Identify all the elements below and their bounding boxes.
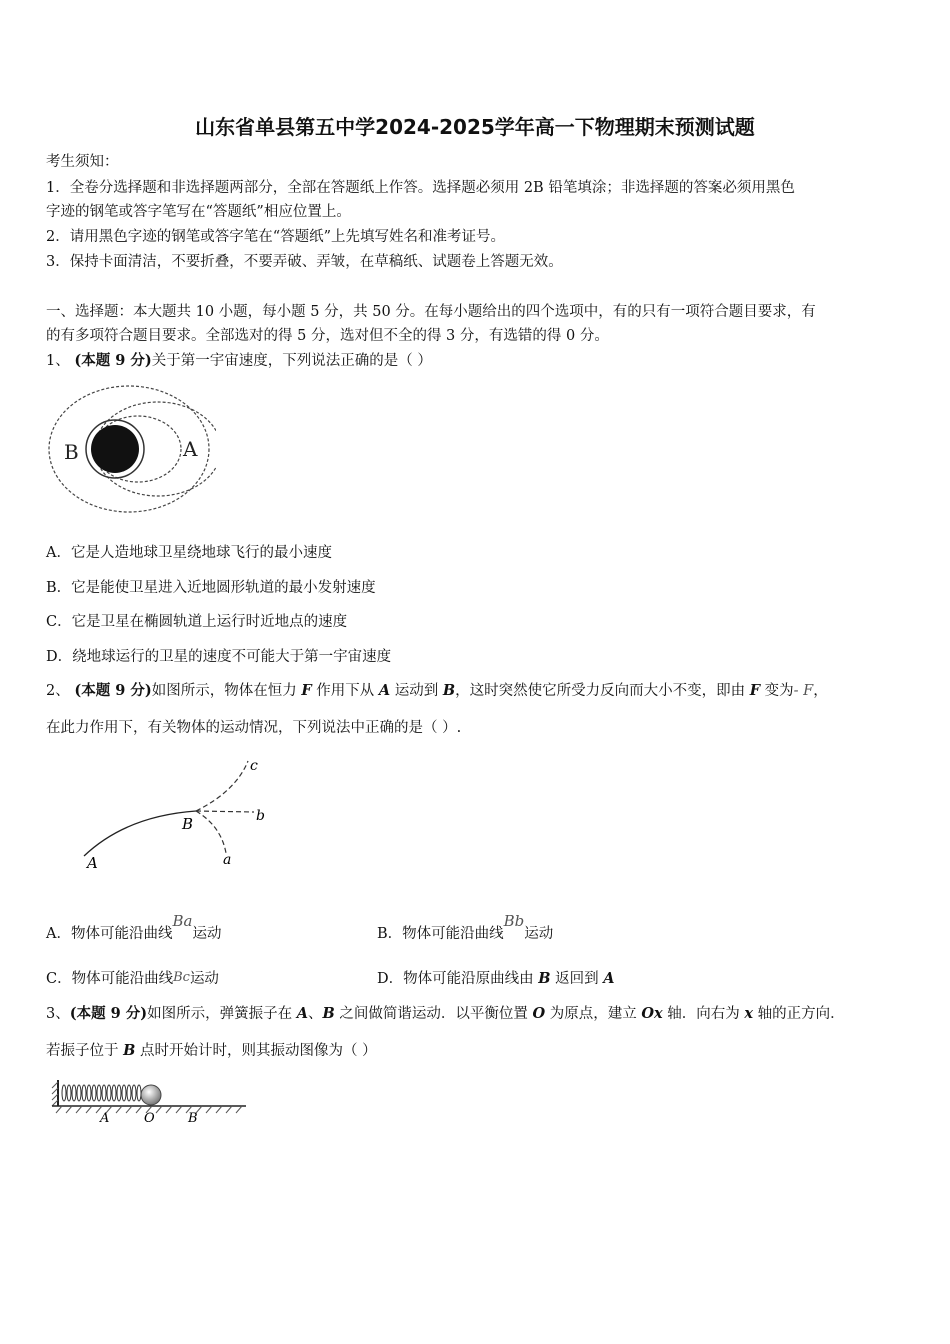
label-c: c xyxy=(250,758,258,774)
q1-orbit-figure xyxy=(46,382,216,520)
notice-line-3: 3．保持卡面清洁，不要折叠，不要弄破、弄皱，在草稿纸、试题卷上答题无效。 xyxy=(46,254,563,270)
label-b-small: b xyxy=(256,808,265,824)
q2-text-1: 如图所示，物体在恒力 xyxy=(151,683,302,699)
q2-text-2: 作用下从 xyxy=(311,683,379,699)
section1-line-2: 的有多项符合题目要求。全部选对的得 5 分，选对但不全的得 3 分，有选错的得 0 分。 xyxy=(46,328,609,344)
q2-tag: (本题 9 分) xyxy=(74,682,152,699)
curve-bb: Bb xyxy=(503,912,525,930)
curve-bc: Bc xyxy=(173,970,190,985)
earth-icon xyxy=(91,425,139,473)
q2-point-b: B xyxy=(442,682,456,699)
notice-line-2: 2．请用黑色字迹的钢笔或答字笔在“答题纸”上先填写姓名和准考证号。 xyxy=(46,229,506,245)
label-o-pos: O xyxy=(144,1111,155,1124)
label-b: B xyxy=(64,440,79,464)
path-c xyxy=(196,761,248,811)
q1-number: 1、 xyxy=(46,353,70,369)
q2-option-b: B．物体可能沿曲线Bb运动 xyxy=(377,912,554,942)
label-b-pos: B xyxy=(188,1111,198,1124)
trajectory-curve xyxy=(84,811,196,856)
q1-option-b: B．它是能使卫星进入近地圆形轨道的最小发射速度 xyxy=(46,580,376,596)
q3-spring-figure xyxy=(50,1076,250,1124)
q2-text-5: 变为 xyxy=(760,683,794,699)
label-point-a: A xyxy=(87,854,98,872)
q1-tag: (本题 9 分) xyxy=(74,352,152,369)
label-a-pos: A xyxy=(100,1111,110,1124)
oscillator-ball xyxy=(141,1085,161,1105)
q2-text-6: ， xyxy=(813,683,828,699)
label-a: A xyxy=(183,437,198,461)
q2-option-d: D．物体可能沿原曲线由 B 返回到 A xyxy=(377,970,615,987)
curve-ba: Ba xyxy=(172,912,193,930)
q2-point-a: A xyxy=(378,682,391,699)
q1-stem xyxy=(46,351,916,371)
path-b xyxy=(196,811,254,812)
section1-line-1: 一、选择题：本大题共 10 小题，每小题 5 分，共 50 分。在每小题给出的四个选项中，有的只有一项符合题目要求，有 xyxy=(46,304,816,320)
q1-option-a: A．它是人造地球卫星绕地球飞行的最小速度 xyxy=(46,545,332,561)
q2-option-a: A．物体可能沿曲线Ba运动 xyxy=(46,912,222,942)
q2-stem-line-2: 在此力作用下，有关物体的运动情况，下列说法中正确的是（ ）. xyxy=(46,720,462,736)
q2-text-4: ，这时突然使它所受力反向而大小不变，即由 xyxy=(455,683,750,699)
q2-text-3: 运动到 xyxy=(390,683,443,699)
q1-option-c: C．它是卫星在椭圆轨道上运行时近地点的速度 xyxy=(46,614,348,630)
label-point-b: B xyxy=(182,815,194,833)
path-a xyxy=(196,811,226,853)
q2-number: 2、 xyxy=(46,683,70,699)
page-title: 山东省单县第五中学2024-2025学年高一下物理期末预测试题 xyxy=(195,115,755,139)
notice-heading: 考生须知： xyxy=(46,154,119,170)
q3-number: 3、 xyxy=(46,1006,70,1022)
q2-stem-line-1 xyxy=(46,681,916,701)
notice-line-1b: 字迹的钢笔或答字笔写在“答题纸”相应位置上。 xyxy=(46,204,351,220)
q3-tag: (本题 9 分) xyxy=(69,1005,148,1022)
q3-stem-line-2: 若振子位于 B 点时开始计时，则其振动图像为（ ） xyxy=(46,1042,377,1059)
q2-force-f-2: F xyxy=(749,682,761,699)
q2-neg-force: - F xyxy=(793,683,814,699)
q2-trajectory-figure xyxy=(66,756,286,878)
notice-line-1: 1．全卷分选择题和非选择题两部分，全部在答题纸上作答。选择题必须用 2B 铅笔填涂；非选择题的答案必须用黑色 xyxy=(46,180,795,196)
q2-force-f: F xyxy=(301,682,312,699)
q3-stem-line-1: 3、(本题 9 分)如图所示，弹簧振子在 A、B 之间做简谐运动．以平衡位置 O 为原点，建立 Ox 轴．向右为 x 轴的正方向． xyxy=(46,1005,845,1022)
label-a-small: a xyxy=(223,852,232,868)
q1-text: 关于第一宇宙速度，下列说法正确的是（ ） xyxy=(151,353,432,369)
q1-option-d: D．绕地球运行的卫星的速度不可能大于第一宇宙速度 xyxy=(46,649,392,665)
spring-coils xyxy=(62,1085,141,1101)
q2-option-c: C．物体可能沿曲线Bc运动 xyxy=(46,970,219,987)
